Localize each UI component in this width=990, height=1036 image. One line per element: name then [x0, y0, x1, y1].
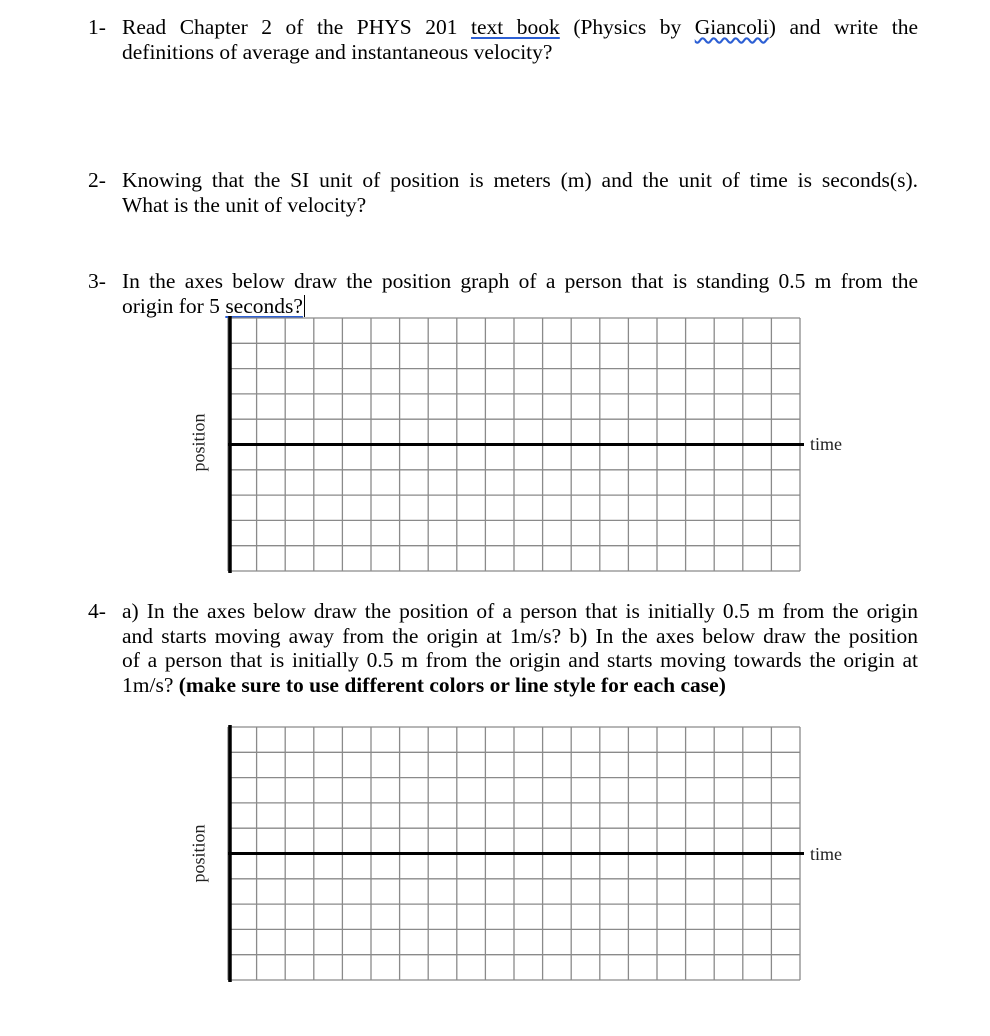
question-2-line-1: Knowing that the SI unit of position is meters (m) and the unit of time is seconds(s). — [122, 168, 918, 192]
seconds-link[interactable]: seconds? — [225, 293, 303, 318]
question-2 — [88, 168, 918, 217]
question-1-line-2: definitions of average and instantaneous velocity? — [122, 39, 553, 64]
graph-2-xlabel: time — [810, 844, 842, 864]
question-1-line-1 — [122, 15, 918, 40]
graph-1-xlabel: time — [810, 434, 842, 454]
question-3-number: 3- — [88, 269, 106, 293]
question-1-text-b: (Physics by — [559, 15, 695, 39]
question-1-text-c: ) and write the — [768, 15, 918, 39]
question-3-line-2 — [122, 294, 918, 319]
graph-2-ylabel: position — [188, 824, 209, 883]
question-3 — [88, 269, 918, 318]
question-4-number: 4- — [88, 599, 106, 623]
question-4-line-1: a) In the axes below draw the position of a person that is initially 0.5 m from the origin — [122, 599, 918, 623]
text-cursor — [304, 295, 306, 317]
question-1-text-a: Read Chapter 2 of the PHYS 201 — [122, 15, 472, 39]
graph-1-ylabel: position — [188, 413, 209, 472]
question-4-line-3: of a person that is initially 0.5 m from the origin and starts moving towards the origin at — [122, 648, 918, 672]
textbook-link[interactable]: text book — [471, 15, 560, 39]
author-name: Giancoli — [694, 15, 769, 39]
question-1-number: 1- — [88, 15, 106, 39]
question-3-text: origin for 5 — [122, 293, 226, 318]
question-1 — [88, 15, 918, 64]
question-2-line-2: What is the unit of velocity? — [122, 192, 367, 217]
question-4 — [88, 599, 918, 697]
question-4-line-2: and starts moving away from the origin at 1m/s? b) In the axes below draw the position — [122, 623, 918, 648]
question-4-text: 1m/s? — [122, 672, 179, 697]
question-3-line-1: In the axes below draw the position graph of a person that is standing 0.5 m from the — [122, 269, 918, 293]
question-4-line-4 — [122, 673, 918, 698]
question-4-emphasis: (make sure to use different colors or line style for each case) — [178, 672, 726, 697]
question-2-number: 2- — [88, 168, 106, 192]
